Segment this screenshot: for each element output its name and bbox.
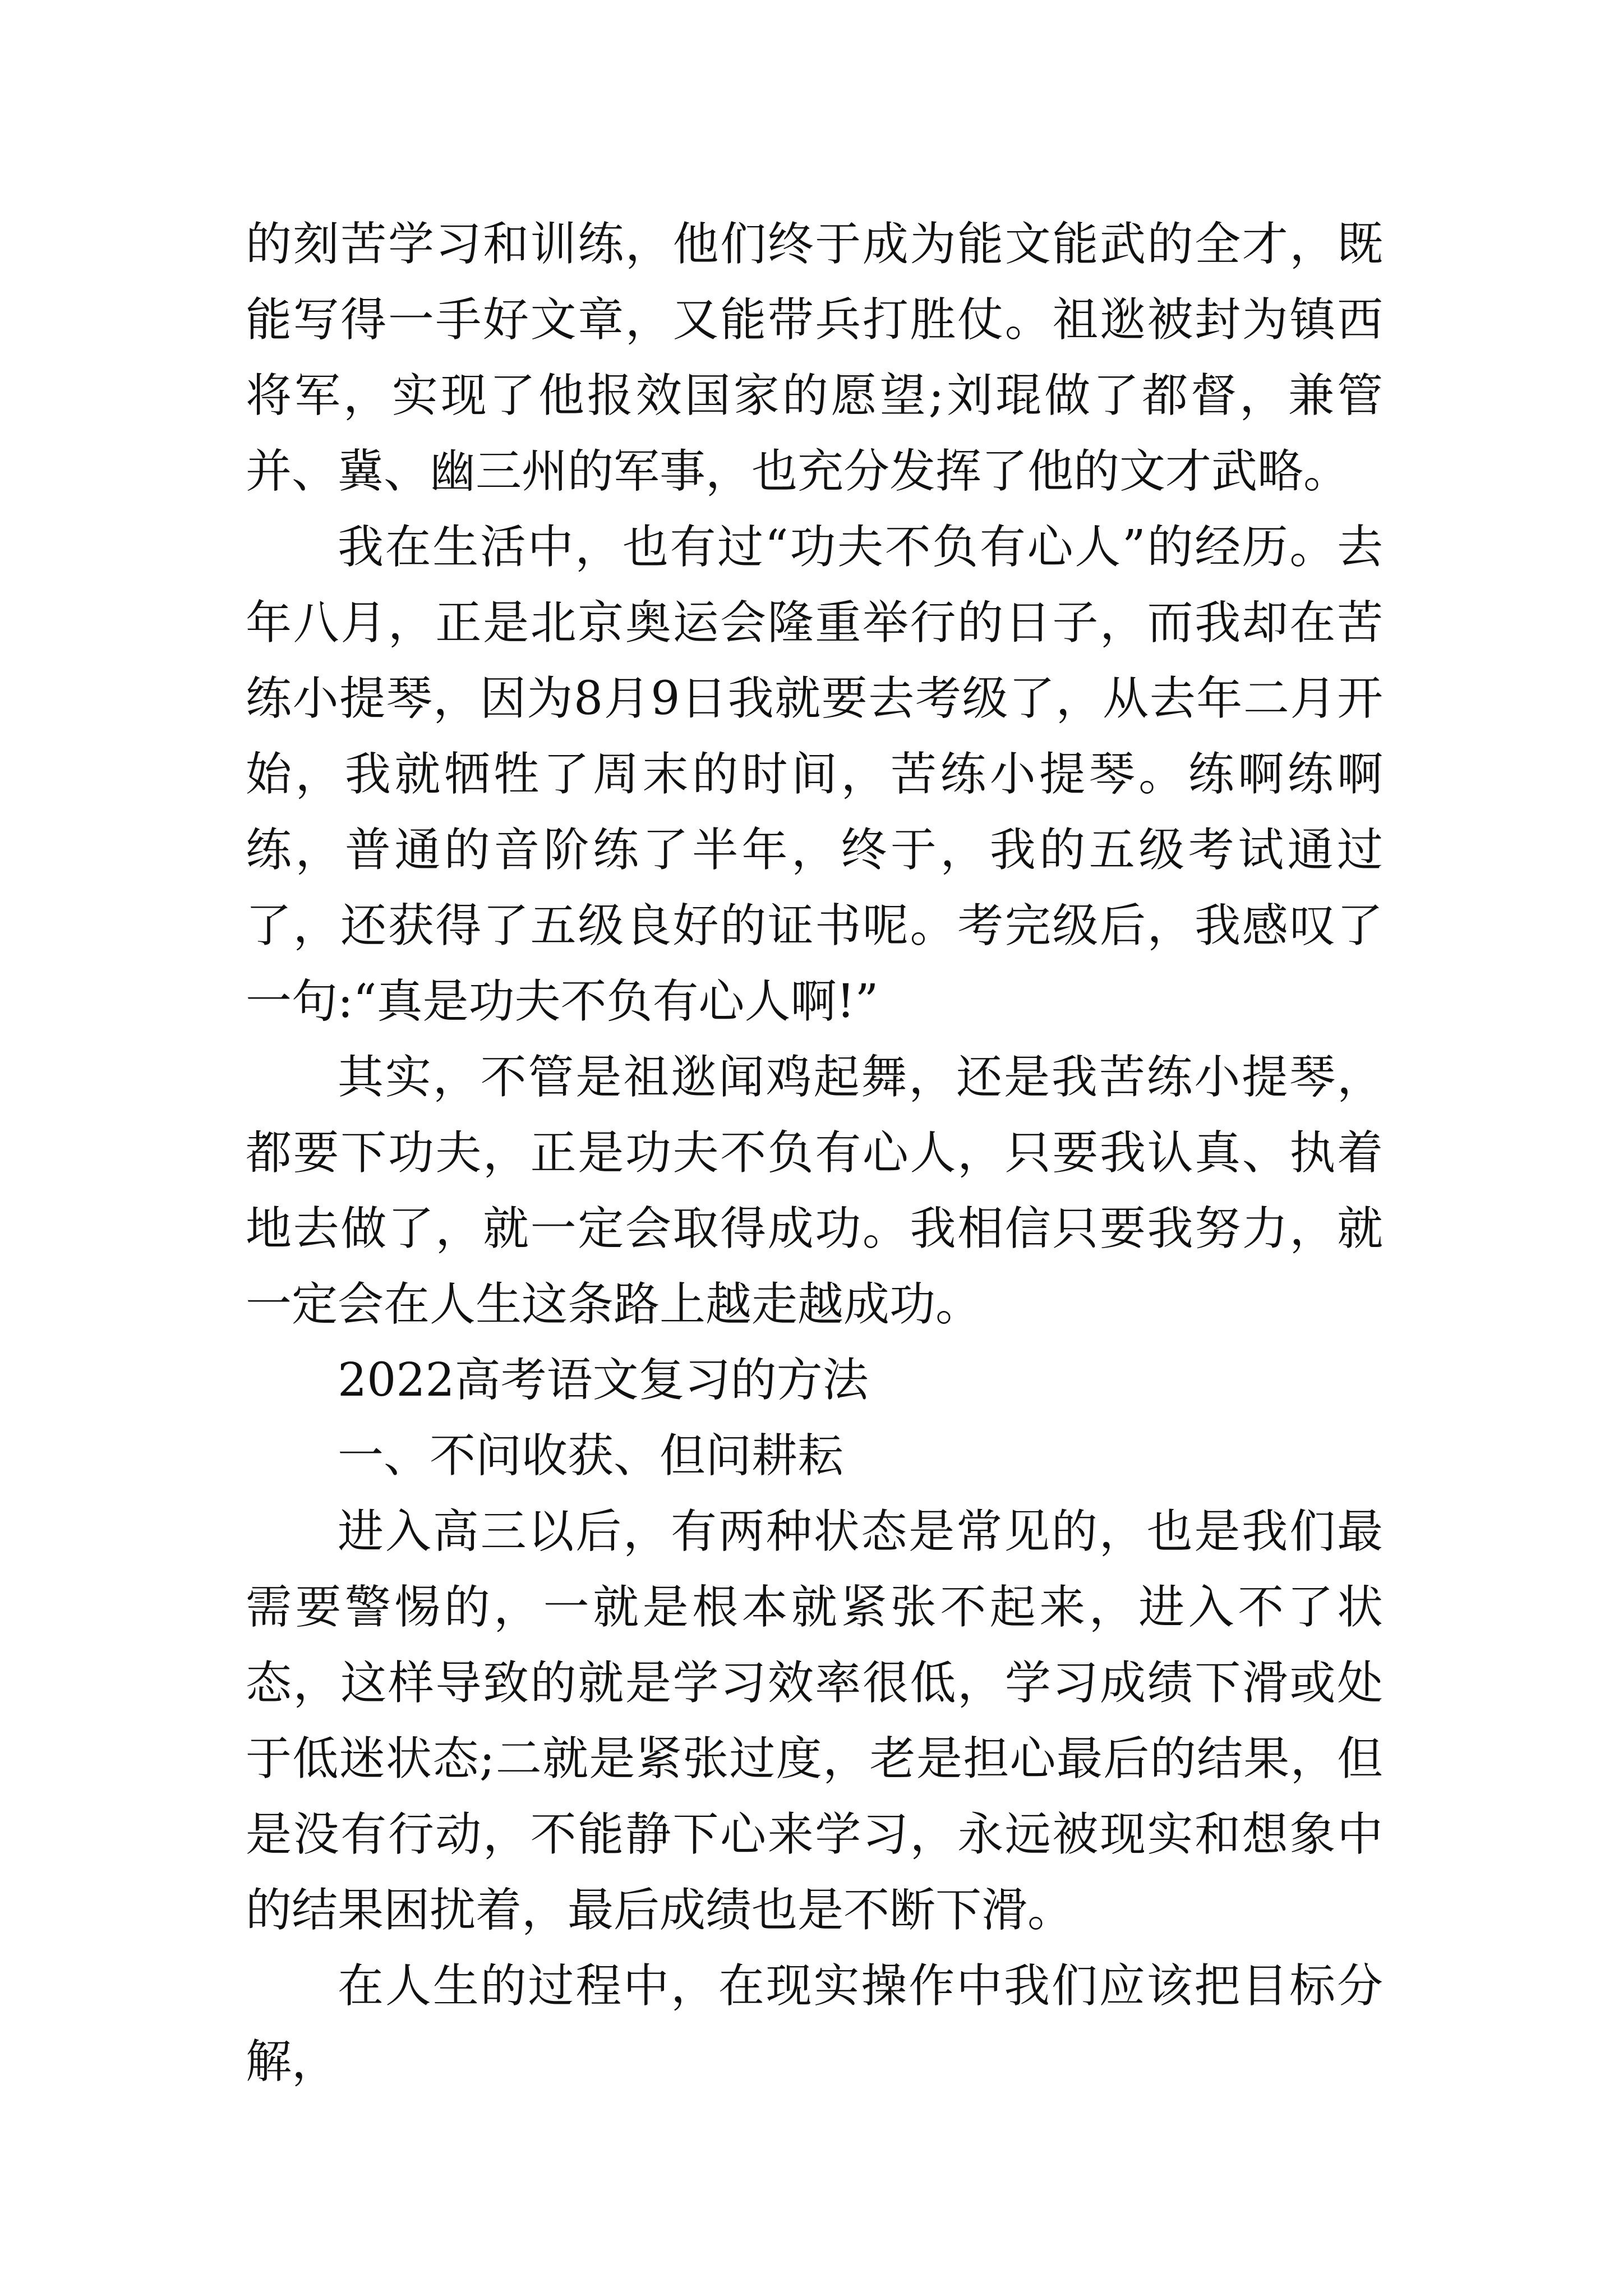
- paragraph-conclusion: 其实，不管是祖逖闻鸡起舞，还是我苦练小提琴，都要下功夫，正是功夫不负有心人，只要我认真、执着地去做了，就一定会取得成功。我相信只要我努力，就一定会在人生这条路上越走越成功。: [246, 1051, 1383, 1331]
- document-body: [246, 206, 1383, 2100]
- section-heading: 2022高考语文复习的方法: [338, 1354, 869, 1407]
- paragraph-senior-year-states: 进入高三以后，有两种状态是常见的，也是我们最需要警惕的，一就是根本就紧张不起来，进入不了状态，这样导致的就是学习效率很低，学习成绩下滑或处于低迷状态;二就是紧张过度，老是担心最后的结果，但是没有行动，不能静下心来学习，永远被现实和想象中的结果困扰着，最后成绩也是不断下滑。: [246, 1505, 1383, 1937]
- paragraph-goal-decomposition: 在人生的过程中，在现实操作中我们应该把目标分解，: [246, 1959, 1383, 2088]
- paragraph-continuation: 的刻苦学习和训练，他们终于成为能文能武的全才，既能写得一手好文章，又能带兵打胜仗。祖逖被封为镇西将军，实现了他报效国家的愿望;刘琨做了都督，兼管并、冀、幽三州的军事，也充分发挥了他的文才武略。: [246, 218, 1383, 498]
- subsection-heading: 一、不问收获、但问耕耘: [338, 1429, 844, 1483]
- paragraph-violin-experience: 我在生活中，也有过“功夫不负有心人”的经历。去年八月，正是北京奥运会隆重举行的日子，而我却在苦练小提琴，因为8月9日我就要去考级了，从去年二月开始，我就牺牲了周末的时间，苦练小提琴。练啊练啊练，普通的音阶练了半年，终于，我的五级考试通过了，还获得了五级良好的证书呢。考完级后，我感叹了一句:“真是功夫不负有心人啊!”: [246, 521, 1383, 1028]
